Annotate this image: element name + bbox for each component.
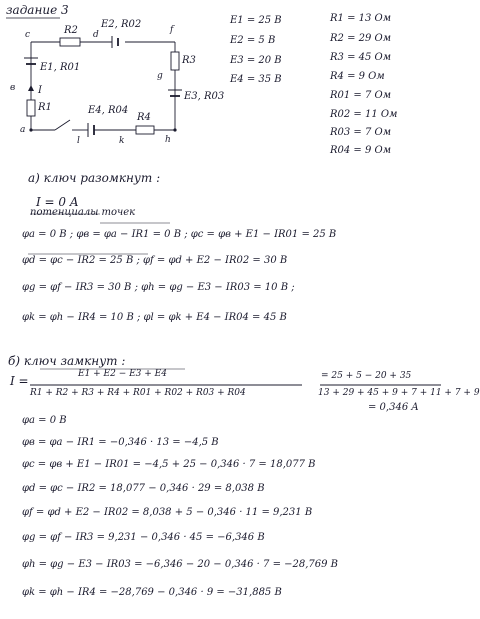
part-a-line-3: φg = φf − IR3 = 30 В ; φh = φg − E3 − IR03 = 10 В ; bbox=[22, 282, 295, 293]
part-a-potentials-heading: потенциалы точек bbox=[30, 207, 136, 218]
part-b-numeric-numerator: = 25 + 5 − 20 + 35 bbox=[321, 371, 412, 381]
part-b-current-symbol: I = bbox=[10, 374, 29, 388]
part-b-line-8: φk = φh − IR4 = −28,769 − 0,346 · 9 = −31,885 B bbox=[22, 587, 282, 598]
given-r02: R02 = 11 Ом bbox=[330, 109, 398, 120]
node-h: h bbox=[165, 135, 171, 145]
given-r04: R04 = 9 Ом bbox=[330, 145, 392, 156]
part-b-numeric-denominator: 13 + 29 + 45 + 9 + 7 + 11 + 7 + 9 bbox=[318, 388, 480, 398]
node-b: в bbox=[10, 83, 16, 93]
part-b-line-1: φa = 0 B bbox=[22, 415, 67, 426]
node-g: g bbox=[157, 71, 163, 81]
label-e2: E2, R02 bbox=[101, 19, 142, 30]
part-b-line-7: φh = φg − E3 − IR03 = −6,346 − 20 − 0,346 · 7 = −28,769 B bbox=[22, 559, 339, 570]
given-e4: E4 = 35 В bbox=[230, 74, 282, 85]
part-b-result: = 0,346 A bbox=[368, 402, 419, 413]
part-b-line-6: φg = φf − IR3 = 9,231 − 0,346 · 45 = −6,346 B bbox=[22, 532, 265, 543]
label-r2: R2 bbox=[64, 25, 78, 36]
node-k: k bbox=[119, 136, 125, 146]
given-r2: R2 = 29 Ом bbox=[330, 33, 392, 44]
node-f: f bbox=[170, 25, 174, 35]
part-a-heading: а) ключ разомкнут : bbox=[28, 171, 161, 185]
part-b-denominator: R1 + R2 + R3 + R4 + R01 + R02 + R03 + R04 bbox=[30, 388, 246, 398]
label-current: I bbox=[38, 85, 42, 96]
part-a-current: I = 0 A bbox=[36, 195, 79, 209]
label-r1: R1 bbox=[38, 102, 52, 113]
part-a-line-4: φk = φh − IR4 = 10 В ; φl = φk + E4 − IR04 = 45 В bbox=[22, 312, 287, 323]
part-b-line-2: φв = φa − IR1 = −0,346 · 13 = −4,5 B bbox=[22, 437, 219, 448]
given-e1: E1 = 25 В bbox=[230, 15, 282, 26]
task-title: задание 3 bbox=[6, 3, 69, 17]
part-a-line-2: φd = φc − IR2 = 25 В ; φf = φd + E2 − IR02 = 30 В bbox=[22, 255, 288, 266]
node-a: a bbox=[20, 125, 26, 135]
part-b-line-3: φc = φв + E1 − IR01 = −4,5 + 25 − 0,346 · 7 = 18,077 B bbox=[22, 459, 316, 470]
node-d: d bbox=[93, 30, 99, 40]
node-c: c bbox=[25, 30, 31, 40]
label-e3: E3, R03 bbox=[184, 91, 225, 102]
given-r03: R03 = 7 Ом bbox=[330, 127, 392, 138]
label-e4: E4, R04 bbox=[88, 105, 129, 116]
part-b-heading: б) ключ замкнут : bbox=[8, 354, 126, 368]
part-b-line-5: φf = φd + E2 − IR02 = 8,038 + 5 − 0,346 · 11 = 9,231 B bbox=[22, 507, 313, 518]
part-b-line-4: φd = φc − IR2 = 18,077 − 0,346 · 29 = 8,038 B bbox=[22, 483, 265, 494]
given-r1: R1 = 13 Ом bbox=[330, 13, 392, 24]
given-r01: R01 = 7 Ом bbox=[330, 90, 392, 101]
part-a-line-1: φa = 0 B ; φв = φa − IR1 = 0 B ; φc = φв + E1 − IR01 = 25 В bbox=[22, 229, 337, 240]
label-r3: R3 bbox=[182, 55, 196, 66]
given-r4: R4 = 9 Ом bbox=[330, 71, 385, 82]
node-l: l bbox=[77, 136, 80, 146]
given-e3: E3 = 20 В bbox=[230, 55, 282, 66]
label-r4: R4 bbox=[137, 112, 151, 123]
given-e2: E2 = 5 В bbox=[230, 35, 276, 46]
given-r3: R3 = 45 Ом bbox=[330, 52, 392, 63]
label-e1: E1, R01 bbox=[40, 62, 81, 73]
part-b-numerator: E1 + E2 − E3 + E4 bbox=[78, 369, 167, 379]
